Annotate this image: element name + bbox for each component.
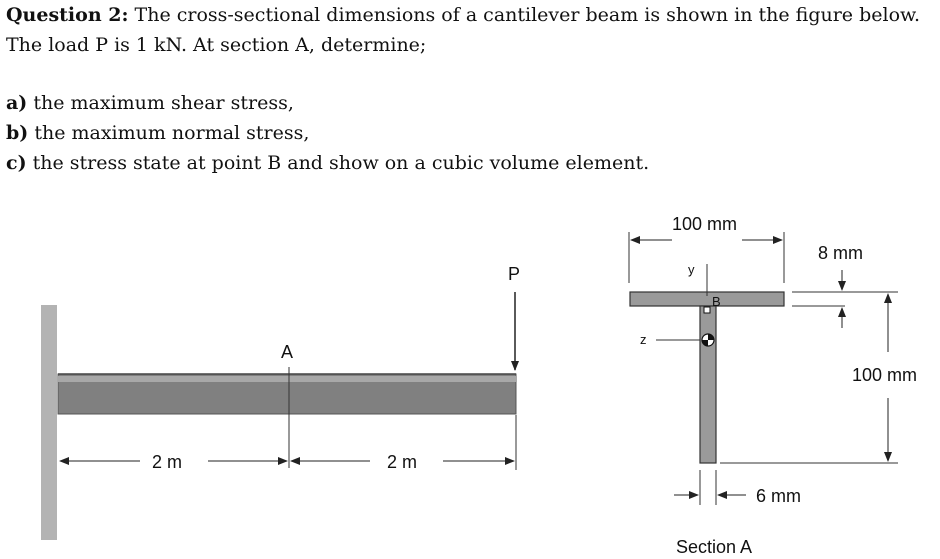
span1-label: 2 m <box>152 452 183 472</box>
section-a-label: A <box>281 342 294 362</box>
point-b-marker <box>704 307 710 313</box>
web-thickness-label: 6 mm <box>756 486 801 506</box>
cantilever-beam-figure <box>41 264 520 540</box>
beam-flange-highlight <box>58 376 516 382</box>
span2-label: 2 m <box>387 452 418 472</box>
part-c-label: c) <box>6 152 27 174</box>
section-web <box>700 306 716 463</box>
z-axis-label: z <box>640 332 647 347</box>
question-text-1: The cross-sectional dimensions of a cantilever beam is shown in the figure below. <box>134 4 921 26</box>
load-label: P <box>508 264 521 284</box>
fixed-support-wall <box>41 305 57 540</box>
part-a-text: the maximum shear stress, <box>33 92 294 114</box>
part-b-text: the maximum normal stress, <box>34 122 310 144</box>
centroid-symbol <box>702 334 714 346</box>
point-b-label: B <box>712 294 721 309</box>
part-a-label: a) <box>6 92 28 114</box>
cross-section-figure <box>629 214 917 557</box>
height-label: 100 mm <box>852 365 918 385</box>
flange-thickness-label: 8 mm <box>818 243 863 263</box>
part-c-text: the stress state at point B and show on a cubic volume element. <box>32 152 650 174</box>
y-axis-label: y <box>688 262 695 277</box>
width-label: 100 mm <box>672 214 738 234</box>
question-label: Question 2: <box>6 4 129 26</box>
part-b-label: b) <box>6 122 29 144</box>
question-line-2: The load P is 1 kN. At section A, determine; <box>6 34 427 56</box>
section-caption: Section A <box>676 537 753 557</box>
